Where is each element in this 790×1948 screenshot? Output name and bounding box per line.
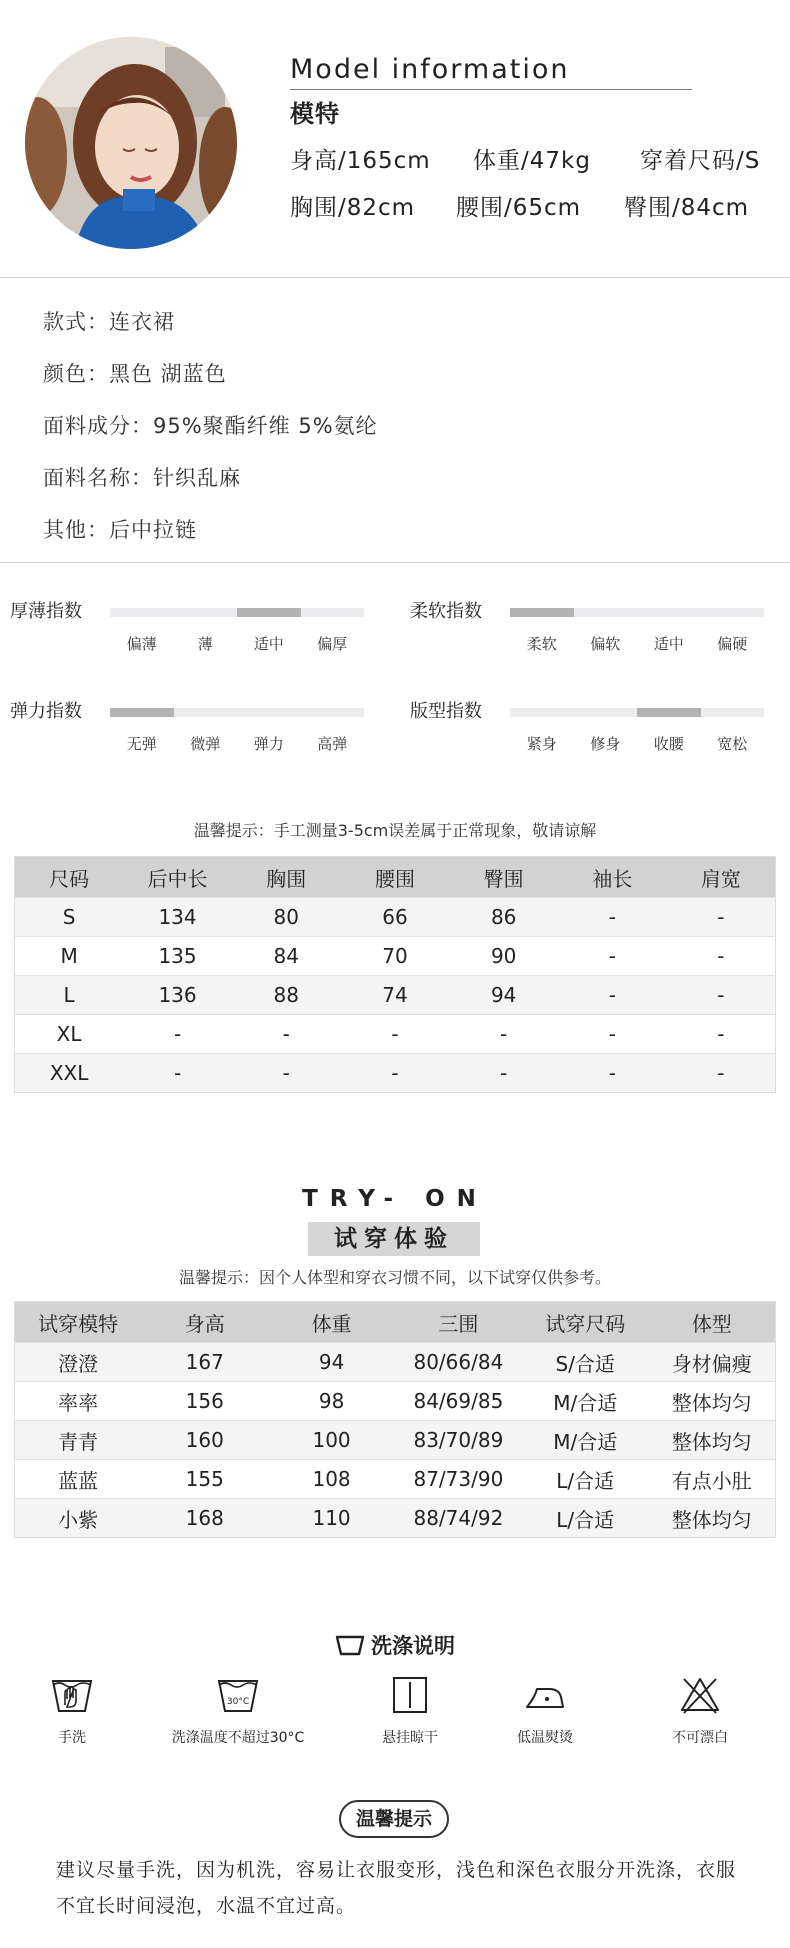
table-cell: 有点小肚 [649, 1460, 776, 1499]
table-cell: 87/73/90 [395, 1460, 522, 1499]
header-cell: 体型 [649, 1302, 776, 1343]
section-divider [0, 277, 790, 278]
table-cell: 身材偏瘦 [649, 1343, 776, 1382]
model-weight: 体重/47kg [473, 148, 591, 174]
table-cell: L [15, 976, 124, 1015]
table-cell: 86 [449, 898, 558, 937]
model-size: 穿着尺码/S [640, 148, 761, 174]
table-cell: 84/69/85 [395, 1382, 522, 1421]
wash-label: 手洗 [58, 1730, 86, 1746]
table-cell: - [558, 937, 667, 976]
tryon-table-header [15, 1302, 776, 1343]
table-row [15, 1421, 776, 1460]
model-info-title: Model information [290, 54, 570, 85]
tips-text: 建议尽量手洗，因为机洗，容易让衣服变形，浅色和深色衣服分开洗涤，衣服不宜长时间浸泡，水温不宜过高。 [56, 1859, 737, 1917]
table-cell: 青青 [15, 1421, 142, 1460]
header-cell: 身高 [141, 1302, 268, 1343]
index-tick-label: 薄 [197, 635, 213, 653]
table-row [15, 1054, 776, 1093]
table-cell: 整体均匀 [649, 1382, 776, 1421]
table-cell: 100 [268, 1421, 395, 1460]
index-tick-label: 修身 [590, 735, 621, 753]
table-cell: - [449, 1015, 558, 1054]
tryon-table [14, 1301, 776, 1538]
wash-item-hand [0, 1675, 152, 1747]
wash-label: 低温熨烫 [517, 1730, 573, 1746]
table-row [15, 1382, 776, 1421]
wash-30-icon [216, 1675, 260, 1715]
table-row [15, 1015, 776, 1054]
header-cell: 试穿模特 [15, 1302, 142, 1343]
index-bar [110, 608, 364, 617]
model-waist: 腰围/65cm [456, 195, 582, 221]
size-table-header [15, 857, 776, 898]
index-label: 柔软指数 [410, 601, 482, 622]
no-bleach-icon [678, 1675, 722, 1715]
size-table-tip: 温馨提示：手工测量3-5cm误差属于正常现象，敬请谅解 [193, 821, 597, 840]
index-tick-label: 紧身 [526, 735, 557, 753]
table-row [15, 976, 776, 1015]
table-cell: 整体均匀 [649, 1499, 776, 1538]
header-cell: 试穿尺码 [522, 1302, 649, 1343]
table-cell: S [15, 898, 124, 937]
table-cell: - [341, 1054, 450, 1093]
table-cell: - [123, 1054, 232, 1093]
index-tick-label: 收腰 [653, 735, 684, 753]
index-tick-label: 偏薄 [126, 635, 157, 653]
table-cell: 90 [449, 937, 558, 976]
index-bar [510, 608, 764, 617]
table-row [15, 1499, 776, 1538]
table-cell: - [667, 1054, 776, 1093]
table-cell: - [667, 898, 776, 937]
index-tick-label: 宽松 [717, 735, 748, 753]
wash-basin-icon [335, 1634, 365, 1656]
table-cell: - [232, 1015, 341, 1054]
table-row [15, 1343, 776, 1382]
washing-title [0, 1630, 790, 1660]
wash-label: 不可漂白 [672, 1730, 728, 1746]
index-level-fill [637, 708, 701, 717]
table-row [15, 898, 776, 937]
index-tick-label: 偏厚 [317, 635, 348, 653]
index-level-fill [237, 608, 301, 617]
size-table [14, 856, 776, 1093]
header-cell: 胸围 [232, 857, 341, 898]
header-cell: 袖长 [558, 857, 667, 898]
table-cell: - [667, 1015, 776, 1054]
model-height: 身高/165cm [290, 148, 431, 174]
header-cell: 肩宽 [667, 857, 776, 898]
table-cell: 160 [141, 1421, 268, 1460]
index-tick-label: 微弹 [190, 735, 221, 753]
table-cell: L/合适 [522, 1460, 649, 1499]
table-cell: M [15, 937, 124, 976]
wash-temp-text: 30°C [226, 1697, 250, 1707]
table-row [15, 1460, 776, 1499]
table-cell: - [558, 898, 667, 937]
table-cell: 83/70/89 [395, 1421, 522, 1460]
table-cell: 74 [341, 976, 450, 1015]
table-cell: 108 [268, 1460, 395, 1499]
index-tick-label: 弹力 [253, 735, 284, 753]
header-cell: 后中长 [123, 857, 232, 898]
table-cell: XXL [15, 1054, 124, 1093]
table-cell: 98 [268, 1382, 395, 1421]
model-photo-illustration [25, 37, 237, 249]
index-tick-label: 柔软 [526, 635, 557, 653]
index-tick-label: 适中 [653, 635, 684, 653]
table-cell: 小紫 [15, 1499, 142, 1538]
header-cell: 体重 [268, 1302, 395, 1343]
tryon-subtitle: 试穿体验 [308, 1222, 480, 1256]
table-cell: 167 [141, 1343, 268, 1382]
table-cell: 80 [232, 898, 341, 937]
table-cell: M/合适 [522, 1382, 649, 1421]
table-cell: 156 [141, 1382, 268, 1421]
table-cell: 80/66/84 [395, 1343, 522, 1382]
table-cell: - [667, 976, 776, 1015]
table-cell: 蓝蓝 [15, 1460, 142, 1499]
table-cell: 134 [123, 898, 232, 937]
index-tick-label: 高弹 [317, 735, 348, 753]
index-level-fill [510, 608, 574, 617]
index-label: 弹力指数 [10, 701, 82, 722]
index-level-fill [110, 708, 174, 717]
low-iron-icon [523, 1675, 567, 1715]
index-label: 版型指数 [410, 701, 482, 722]
spec-composition: 面料成分：95%聚酯纤维 5%氨纶 [43, 414, 378, 438]
index-bar [510, 708, 764, 717]
wash-label: 悬挂晾干 [382, 1730, 438, 1746]
header-cell: 尺码 [15, 857, 124, 898]
table-cell: S/合适 [522, 1343, 649, 1382]
wash-item-iron [465, 1675, 625, 1747]
index-tick-label: 偏软 [590, 635, 621, 653]
model-title-divider [290, 89, 692, 90]
table-cell: 88/74/92 [395, 1499, 522, 1538]
table-cell: 135 [123, 937, 232, 976]
table-cell: 66 [341, 898, 450, 937]
spec-fabric: 面料名称：针织乱麻 [43, 466, 241, 490]
model-subtitle: 模特 [290, 100, 340, 128]
model-hip: 臀围/84cm [624, 195, 750, 221]
header-cell: 腰围 [341, 857, 450, 898]
index-tick-label: 适中 [253, 635, 284, 653]
washing-title-text: 洗涤说明 [371, 1634, 455, 1658]
table-cell: - [558, 1015, 667, 1054]
tryon-tip: 温馨提示：因个人体型和穿衣习惯不同，以下试穿仅供参考。 [178, 1268, 611, 1287]
spec-other: 其他：后中拉链 [43, 518, 197, 542]
table-cell: 整体均匀 [649, 1421, 776, 1460]
table-cell: L/合适 [522, 1499, 649, 1538]
model-photo [25, 37, 237, 249]
index-tick-label: 偏硬 [717, 635, 748, 653]
tryon-title: TRY- ON [302, 1186, 488, 1212]
table-cell: - [232, 1054, 341, 1093]
table-cell: 155 [141, 1460, 268, 1499]
header-cell: 臀围 [449, 857, 558, 898]
spec-color: 颜色：黑色 湖蓝色 [43, 362, 227, 386]
wash-item-bleach [620, 1675, 780, 1747]
table-cell: - [558, 1054, 667, 1093]
spec-style: 款式：连衣裙 [43, 310, 175, 334]
model-bust: 胸围/82cm [290, 195, 416, 221]
table-cell: 率率 [15, 1382, 142, 1421]
table-cell: - [558, 976, 667, 1015]
index-bar [110, 708, 364, 717]
table-cell: 88 [232, 976, 341, 1015]
table-cell: 70 [341, 937, 450, 976]
tips-badge: 温馨提示 [339, 1800, 449, 1838]
table-cell: - [667, 937, 776, 976]
table-cell: 168 [141, 1499, 268, 1538]
wash-item-temperature [158, 1675, 318, 1747]
table-cell: 94 [268, 1343, 395, 1382]
table-cell: XL [15, 1015, 124, 1054]
table-cell: M/合适 [522, 1421, 649, 1460]
table-cell: 94 [449, 976, 558, 1015]
table-cell: - [123, 1015, 232, 1054]
table-cell: - [449, 1054, 558, 1093]
table-cell: 84 [232, 937, 341, 976]
table-cell: 澄澄 [15, 1343, 142, 1382]
header-cell: 三围 [395, 1302, 522, 1343]
hang-dry-icon [388, 1675, 432, 1715]
index-tick-label: 无弹 [126, 735, 157, 753]
wash-label: 洗涤温度不超过30°C [171, 1730, 305, 1746]
table-row [15, 937, 776, 976]
table-cell: - [341, 1015, 450, 1054]
table-cell: 110 [268, 1499, 395, 1538]
section-divider [0, 562, 790, 563]
hand-wash-icon [50, 1675, 94, 1715]
index-label: 厚薄指数 [10, 601, 82, 622]
table-cell: 136 [123, 976, 232, 1015]
